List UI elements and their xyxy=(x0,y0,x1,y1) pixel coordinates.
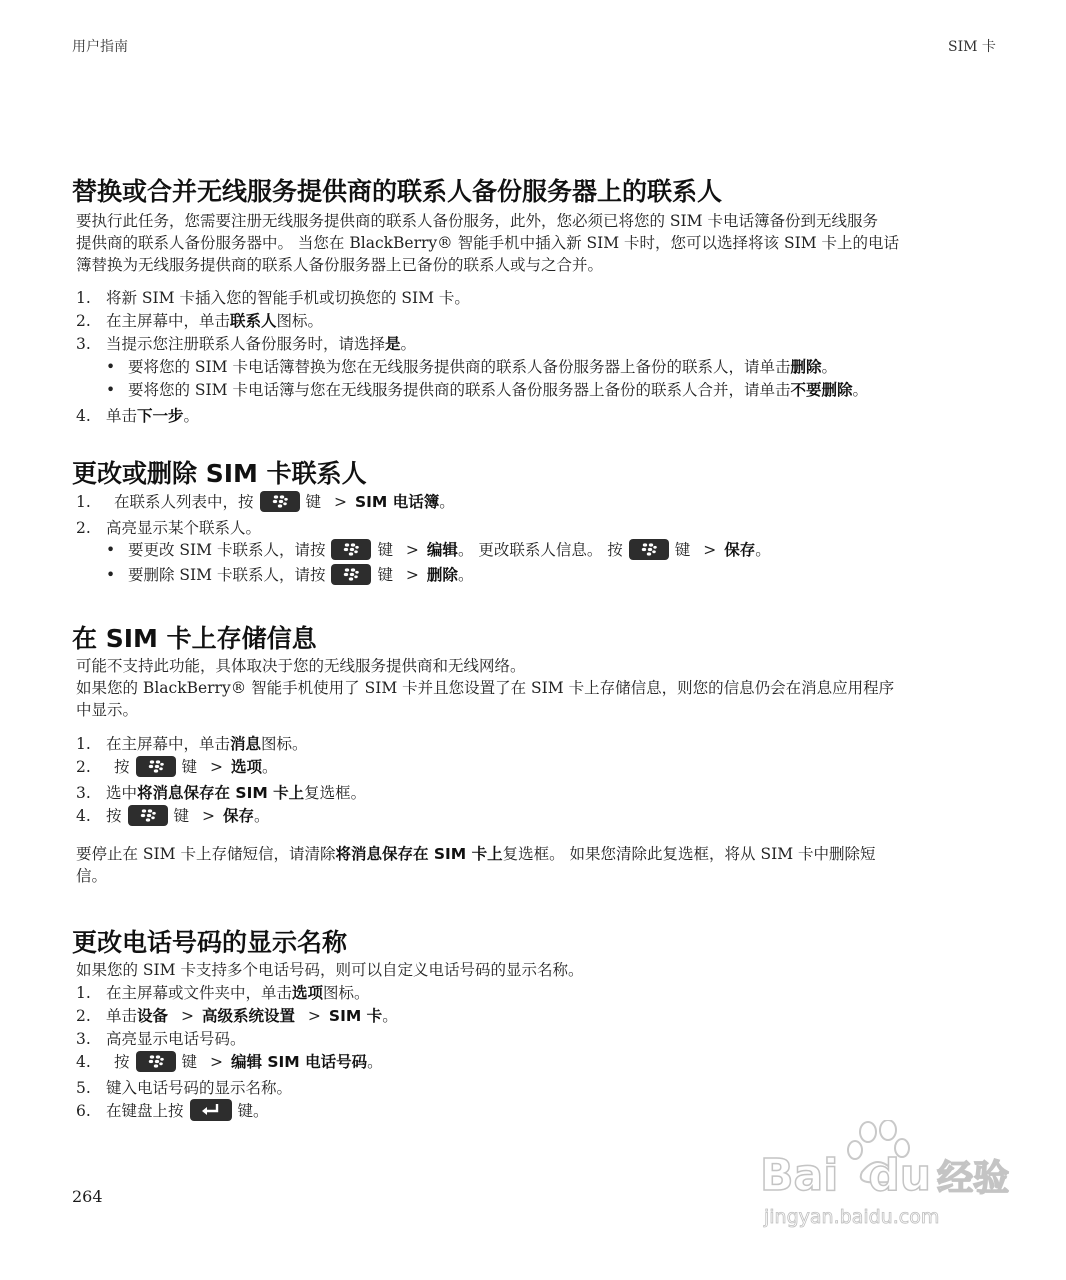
step-number: 1. xyxy=(76,984,91,1002)
paragraph: 如果您的 BlackBerry® 智能手机使用了 SIM 卡并且您设置了在 SIM 卡上存储信息，则您的信息仍会在消息应用程序 xyxy=(76,679,895,697)
step-number: 1. xyxy=(76,493,91,511)
ui-term: 保存 xyxy=(724,541,756,559)
ui-term: 选项 xyxy=(230,758,262,776)
header-right: SIM 卡 xyxy=(948,39,996,55)
list-item: 1. 在主屏幕中，单击消息图标。 xyxy=(76,735,308,753)
list-item: 4. 按 键 > 保存。 xyxy=(76,805,270,828)
paragraph: 要执行此任务，您需要注册无线服务提供商的联系人备份服务，此外，您必须已将您的 SIM 卡电话簿备份到无线服务 xyxy=(76,212,878,230)
paragraph: 中显示。 xyxy=(76,701,139,719)
list-item: • 要将您的 SIM 卡电话簿与您在无线服务提供商的联系人备份服务器上备份的联系人合并，请单击不要删除。 xyxy=(106,381,869,399)
ui-term: 联系人 xyxy=(230,312,277,330)
list-item: 3. 高亮显示电话号码。 xyxy=(76,1030,246,1048)
ui-term: 选项 xyxy=(292,984,324,1002)
ui-term: 消息 xyxy=(230,735,262,753)
blackberry-menu-key-icon xyxy=(136,756,176,777)
bullet: • xyxy=(106,541,116,559)
note-paragraph: 要停止在 SIM 卡上存储短信，请清除将消息保存在 SIM 卡上复选框。 如果您清除此复选框，将从 SIM 卡中删除短 xyxy=(76,845,876,863)
step-number: 4. xyxy=(76,1053,91,1071)
bullet: • xyxy=(106,566,116,584)
list-item: 5. 键入电话号码的显示名称。 xyxy=(76,1079,293,1097)
ui-term: SIM 电话簿 xyxy=(354,493,440,511)
ui-term: 设备 xyxy=(137,1007,169,1025)
step-number: 2. xyxy=(76,519,91,537)
bullet: • xyxy=(106,381,116,399)
page-number: 264 xyxy=(72,1187,103,1206)
ui-term: 将消息保存在 SIM 卡上 xyxy=(137,784,305,802)
baidu-watermark xyxy=(760,1120,1010,1230)
ui-term: 高级系统设置 xyxy=(201,1007,295,1025)
ui-term: 保存 xyxy=(222,807,254,825)
step-text: 将新 SIM 卡插入您的智能手机或切换您的 SIM 卡。 xyxy=(106,289,470,307)
step-number: 1. xyxy=(76,289,91,307)
list-item: 4. 单击下一步。 xyxy=(76,407,200,425)
list-item: 2. 高亮显示某个联系人。 xyxy=(76,519,262,537)
header-left: 用户指南 xyxy=(72,39,128,55)
ui-term: 下一步 xyxy=(137,407,184,425)
list-item: 2. 按 键 > 选项。 xyxy=(76,756,278,779)
section-title: 在 SIM 卡上存储信息 xyxy=(72,624,317,653)
blackberry-menu-key-icon xyxy=(331,539,371,560)
list-item: 2. 在主屏幕中，单击联系人图标。 xyxy=(76,312,324,330)
watermark-brand: Bai du 经验 xyxy=(760,1150,1010,1201)
list-item: 1. 在联系人列表中，按 键 > SIM 电话簿。 xyxy=(76,491,455,514)
paragraph: 提供商的联系人备份服务器中。 当您在 BlackBerry® 智能手机中插入新 SIM 卡时，您可以选择将该 SIM 卡上的电话 xyxy=(76,234,900,252)
list-item: • 要更改 SIM 卡联系人，请按 键 > 编辑。 更改联系人信息。 按 键 > 保存。 xyxy=(106,539,771,562)
list-item: 4. 按 键 > 编辑 SIM 电话号码。 xyxy=(76,1051,383,1074)
step-number: 2. xyxy=(76,758,91,776)
list-item: 1. 在主屏幕或文件夹中，单击选项图标。 xyxy=(76,984,370,1002)
section-title: 更改电话号码的显示名称 xyxy=(72,928,348,957)
step-number: 3. xyxy=(76,1030,91,1048)
list-item: • 要删除 SIM 卡联系人，请按 键 > 删除。 xyxy=(106,564,473,587)
paragraph: 可能不支持此功能，具体取决于您的无线服务提供商和无线网络。 xyxy=(76,657,526,675)
step-number: 1. xyxy=(76,735,91,753)
step-number: 4. xyxy=(76,407,91,425)
ui-term: 不要删除 xyxy=(790,381,853,399)
step-number: 3. xyxy=(76,335,91,353)
ui-term: 是 xyxy=(385,335,401,353)
blackberry-menu-key-icon xyxy=(128,805,168,826)
enter-key-icon xyxy=(190,1099,232,1121)
list-item: 3. 当提示您注册联系人备份服务时，请选择是。 xyxy=(76,335,417,353)
list-item xyxy=(76,287,470,309)
section-title: 更改或删除 SIM 卡联系人 xyxy=(72,459,367,488)
watermark-url: jingyan.baidu.com xyxy=(764,1206,940,1228)
ui-term: SIM 卡 xyxy=(328,1007,383,1025)
step-number: 5. xyxy=(76,1079,91,1097)
blackberry-menu-key-icon xyxy=(331,564,371,585)
ui-term: 删除 xyxy=(426,566,458,584)
bullet: • xyxy=(106,358,116,376)
note-paragraph: 信。 xyxy=(76,867,108,885)
ui-term: 删除 xyxy=(790,358,822,376)
ui-term: 编辑 xyxy=(426,541,458,559)
step-number: 4. xyxy=(76,807,91,825)
blackberry-menu-key-icon xyxy=(136,1051,176,1072)
blackberry-menu-key-icon xyxy=(629,539,669,560)
list-item: 6. 在键盘上按 键。 xyxy=(76,1100,269,1123)
step-number: 3. xyxy=(76,784,91,802)
paragraph: 簿替换为无线服务提供商的联系人备份服务器上已备份的联系人或与之合并。 xyxy=(76,256,604,274)
ui-term: 将消息保存在 SIM 卡上 xyxy=(335,845,503,863)
paragraph: 如果您的 SIM 卡支持多个电话号码，则可以自定义电话号码的显示名称。 xyxy=(76,961,584,979)
list-item: • 要将您的 SIM 卡电话簿替换为您在无线服务提供商的联系人备份服务器上备份的联系人，请单击删除。 xyxy=(106,358,838,376)
list-item: 3. 选中将消息保存在 SIM 卡上复选框。 xyxy=(76,784,367,802)
ui-term: 编辑 SIM 电话号码 xyxy=(230,1053,368,1071)
step-number: 6. xyxy=(76,1102,91,1120)
section-title: 替换或合并无线服务提供商的联系人备份服务器上的联系人 xyxy=(72,177,723,206)
blackberry-menu-key-icon xyxy=(260,491,300,512)
list-item: 2. 单击设备 > 高级系统设置 > SIM 卡。 xyxy=(76,1007,398,1025)
step-number: 2. xyxy=(76,312,91,330)
step-number: 2. xyxy=(76,1007,91,1025)
